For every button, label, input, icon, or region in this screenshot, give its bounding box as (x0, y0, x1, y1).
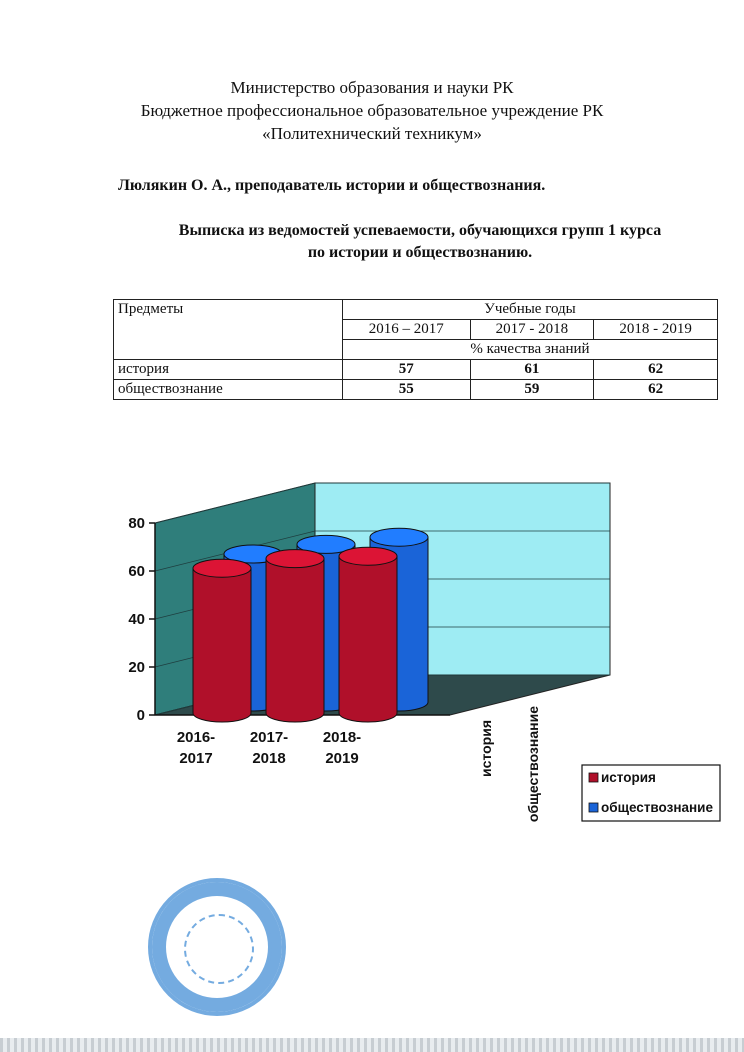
subjects-header: Предметы (114, 300, 343, 360)
bar-istoriya (339, 556, 397, 722)
depth-axis-label: обществознание (525, 706, 541, 823)
year-cell: 2018 - 2019 (594, 320, 718, 340)
depth-axis-label: история (478, 720, 494, 777)
y-tick-label: 20 (128, 659, 145, 676)
value-cell: 61 (470, 360, 594, 380)
institution-line: Бюджетное профессиональное образовательное учреждение РК (140, 101, 604, 120)
legend-swatch (589, 803, 598, 812)
subject-cell: обществознание (114, 380, 343, 400)
author-line: Люлякин О. А., преподаватель истории и обществознания. (118, 177, 546, 194)
x-tick-label: 2017- (249, 729, 289, 746)
stamp-center (184, 914, 254, 984)
value-cell: 57 (343, 360, 471, 380)
year-cell: 2016 – 2017 (343, 320, 471, 340)
bar-obshchestvoznanie-top (370, 528, 428, 546)
bar-istoriya (266, 559, 324, 722)
scan-edge (0, 1038, 744, 1052)
y-tick-label: 0 (136, 707, 145, 724)
ministry-line: Министерство образования и науки РК (230, 78, 514, 97)
y-tick-label: 40 (128, 611, 145, 628)
year-cell: 2017 - 2018 (470, 320, 594, 340)
years-header: Учебные годы (343, 300, 718, 320)
legend-label: история (601, 770, 656, 785)
document-title: Выписка из ведомостей успеваемости, обучающихся групп 1 курса (178, 222, 662, 239)
subject-cell: история (114, 360, 343, 380)
bar-istoriya-top (193, 559, 251, 577)
value-cell: 62 (594, 360, 718, 380)
value-cell: 55 (343, 380, 471, 400)
legend-label: обществознание (601, 800, 713, 815)
value-cell: 62 (594, 380, 718, 400)
bar-istoriya (193, 568, 251, 722)
bar-istoriya-top (339, 547, 397, 565)
college-name: «Политехнический техникум» (262, 124, 482, 143)
x-tick-label: 2019 (325, 750, 359, 767)
bar-istoriya-top (266, 550, 324, 568)
metric-label: % качества знаний (343, 340, 718, 360)
x-tick-label: 2018- (322, 729, 362, 746)
document-subtitle: по истории и обществознанию. (307, 244, 533, 261)
value-cell: 59 (470, 380, 594, 400)
legend-swatch (589, 773, 598, 782)
x-tick-label: 2018 (252, 750, 286, 767)
institution-stamp (148, 878, 286, 1016)
x-tick-label: 2016- (176, 729, 216, 746)
x-tick-label: 2017 (179, 750, 213, 767)
y-tick-label: 60 (128, 563, 145, 580)
y-tick-label: 80 (128, 515, 145, 532)
